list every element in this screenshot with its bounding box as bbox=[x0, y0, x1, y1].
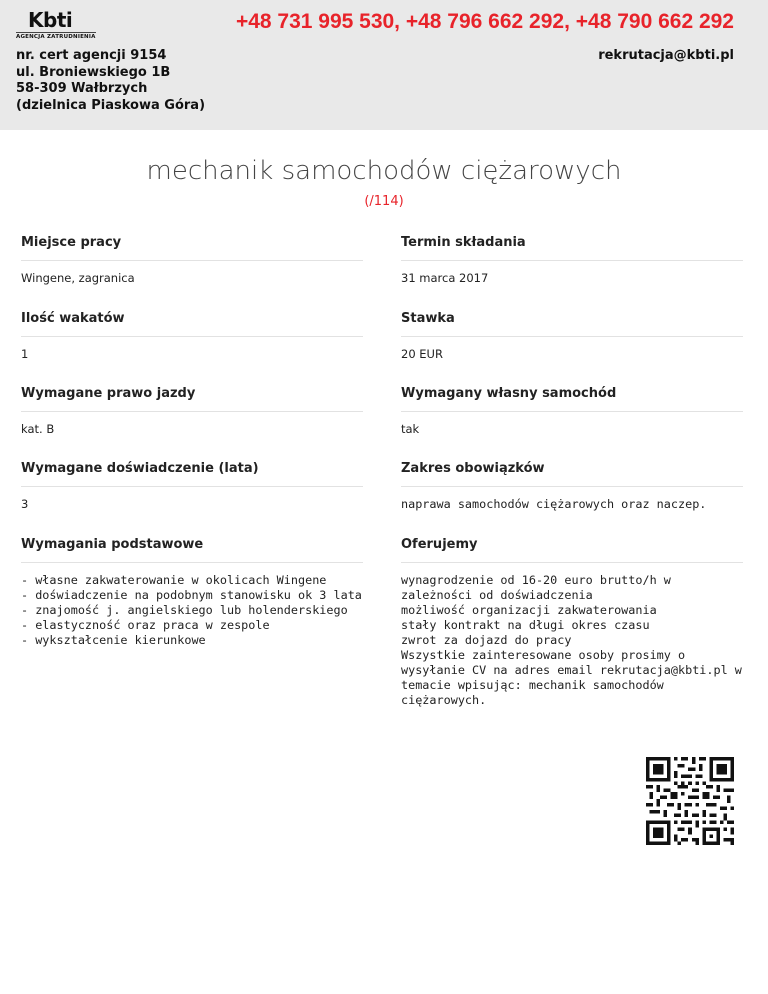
address-line: 58-309 Wałbrzych bbox=[16, 81, 148, 96]
field-doswiadczenie bbox=[21, 459, 363, 511]
logo-text: Kbti bbox=[28, 8, 73, 32]
qr-code[interactable] bbox=[641, 757, 739, 845]
field-value: 31 marca 2017 bbox=[401, 271, 489, 285]
field-value: 1 bbox=[21, 347, 29, 361]
field-label: Stawka bbox=[401, 309, 743, 337]
field-label: Wymagany własny samochód bbox=[401, 384, 743, 412]
phone-numbers[interactable]: +48 731 995 530, +48 796 662 292, +48 790 662 292 bbox=[235, 10, 734, 33]
logo-tagline: AGENCJA ZATRUDNIENIA bbox=[16, 34, 96, 40]
contact-email[interactable]: rekrutacja@kbti.pl bbox=[598, 48, 734, 63]
field-label: Wymagane prawo jazdy bbox=[21, 384, 363, 412]
address-line: ul. Broniewskiego 1B bbox=[16, 64, 171, 80]
field-value: tak bbox=[401, 422, 420, 436]
field-label: Miejsce pracy bbox=[21, 233, 363, 261]
address-line: nr. cert agencji 9154 bbox=[16, 48, 167, 63]
field-value: 3 bbox=[21, 497, 29, 511]
company-address bbox=[16, 48, 205, 114]
job-title: mechanik samochodów ciężarowych bbox=[146, 156, 622, 186]
field-value: - własne zakwaterowanie w okolicach Wingene - doświadczenie na podobnym stanowisku ok 3 lata - znajomość j. angielskiego lub holenderskiego - elastyczność oraz praca w zespole - wykształcenie kierunkowe bbox=[21, 573, 362, 647]
field-value: kat. B bbox=[21, 422, 55, 436]
field-label: Termin składania bbox=[401, 233, 743, 261]
field-label: Wymagane doświadczenie (lata) bbox=[21, 459, 363, 487]
field-prawo-jazdy bbox=[21, 384, 363, 436]
field-miejsce-pracy bbox=[21, 233, 363, 285]
field-oferujemy bbox=[401, 535, 743, 708]
field-label: Wymagania podstawowe bbox=[21, 535, 363, 563]
field-value: 20 EUR bbox=[401, 347, 443, 361]
field-termin-skladania bbox=[401, 233, 743, 285]
field-value: naprawa samochodów ciężarowych oraz naczep. bbox=[401, 497, 707, 511]
field-stawka bbox=[401, 309, 743, 361]
field-value: wynagrodzenie od 16-20 euro brutto/h w zależności od doświadczenia możliwość organizacji zakwaterowania stały kontrakt na długi okres czasu zwrot za dojazd do pracy Wszystkie zainteresowane osoby prosimy o wysyłanie CV na adres email rekrutacja@kbti.pl w temacie wpisując: mechanik samochodów ciężarowych. bbox=[401, 573, 742, 707]
field-value: Wingene, zagranica bbox=[21, 271, 135, 285]
field-wymagania-podstawowe bbox=[21, 535, 363, 648]
field-ilosc-wakatow bbox=[21, 309, 363, 361]
field-zakres-obowiazkow bbox=[401, 459, 743, 512]
page-header bbox=[0, 0, 768, 130]
company-logo[interactable] bbox=[16, 9, 98, 41]
job-reference: (/114) bbox=[364, 194, 404, 209]
address-line: (dzielnica Piaskowa Góra) bbox=[16, 97, 206, 113]
field-label: Ilość wakatów bbox=[21, 309, 363, 337]
field-label: Oferujemy bbox=[401, 535, 743, 563]
field-wlasny-samochod bbox=[401, 384, 743, 436]
field-label: Zakres obowiązków bbox=[401, 459, 743, 487]
